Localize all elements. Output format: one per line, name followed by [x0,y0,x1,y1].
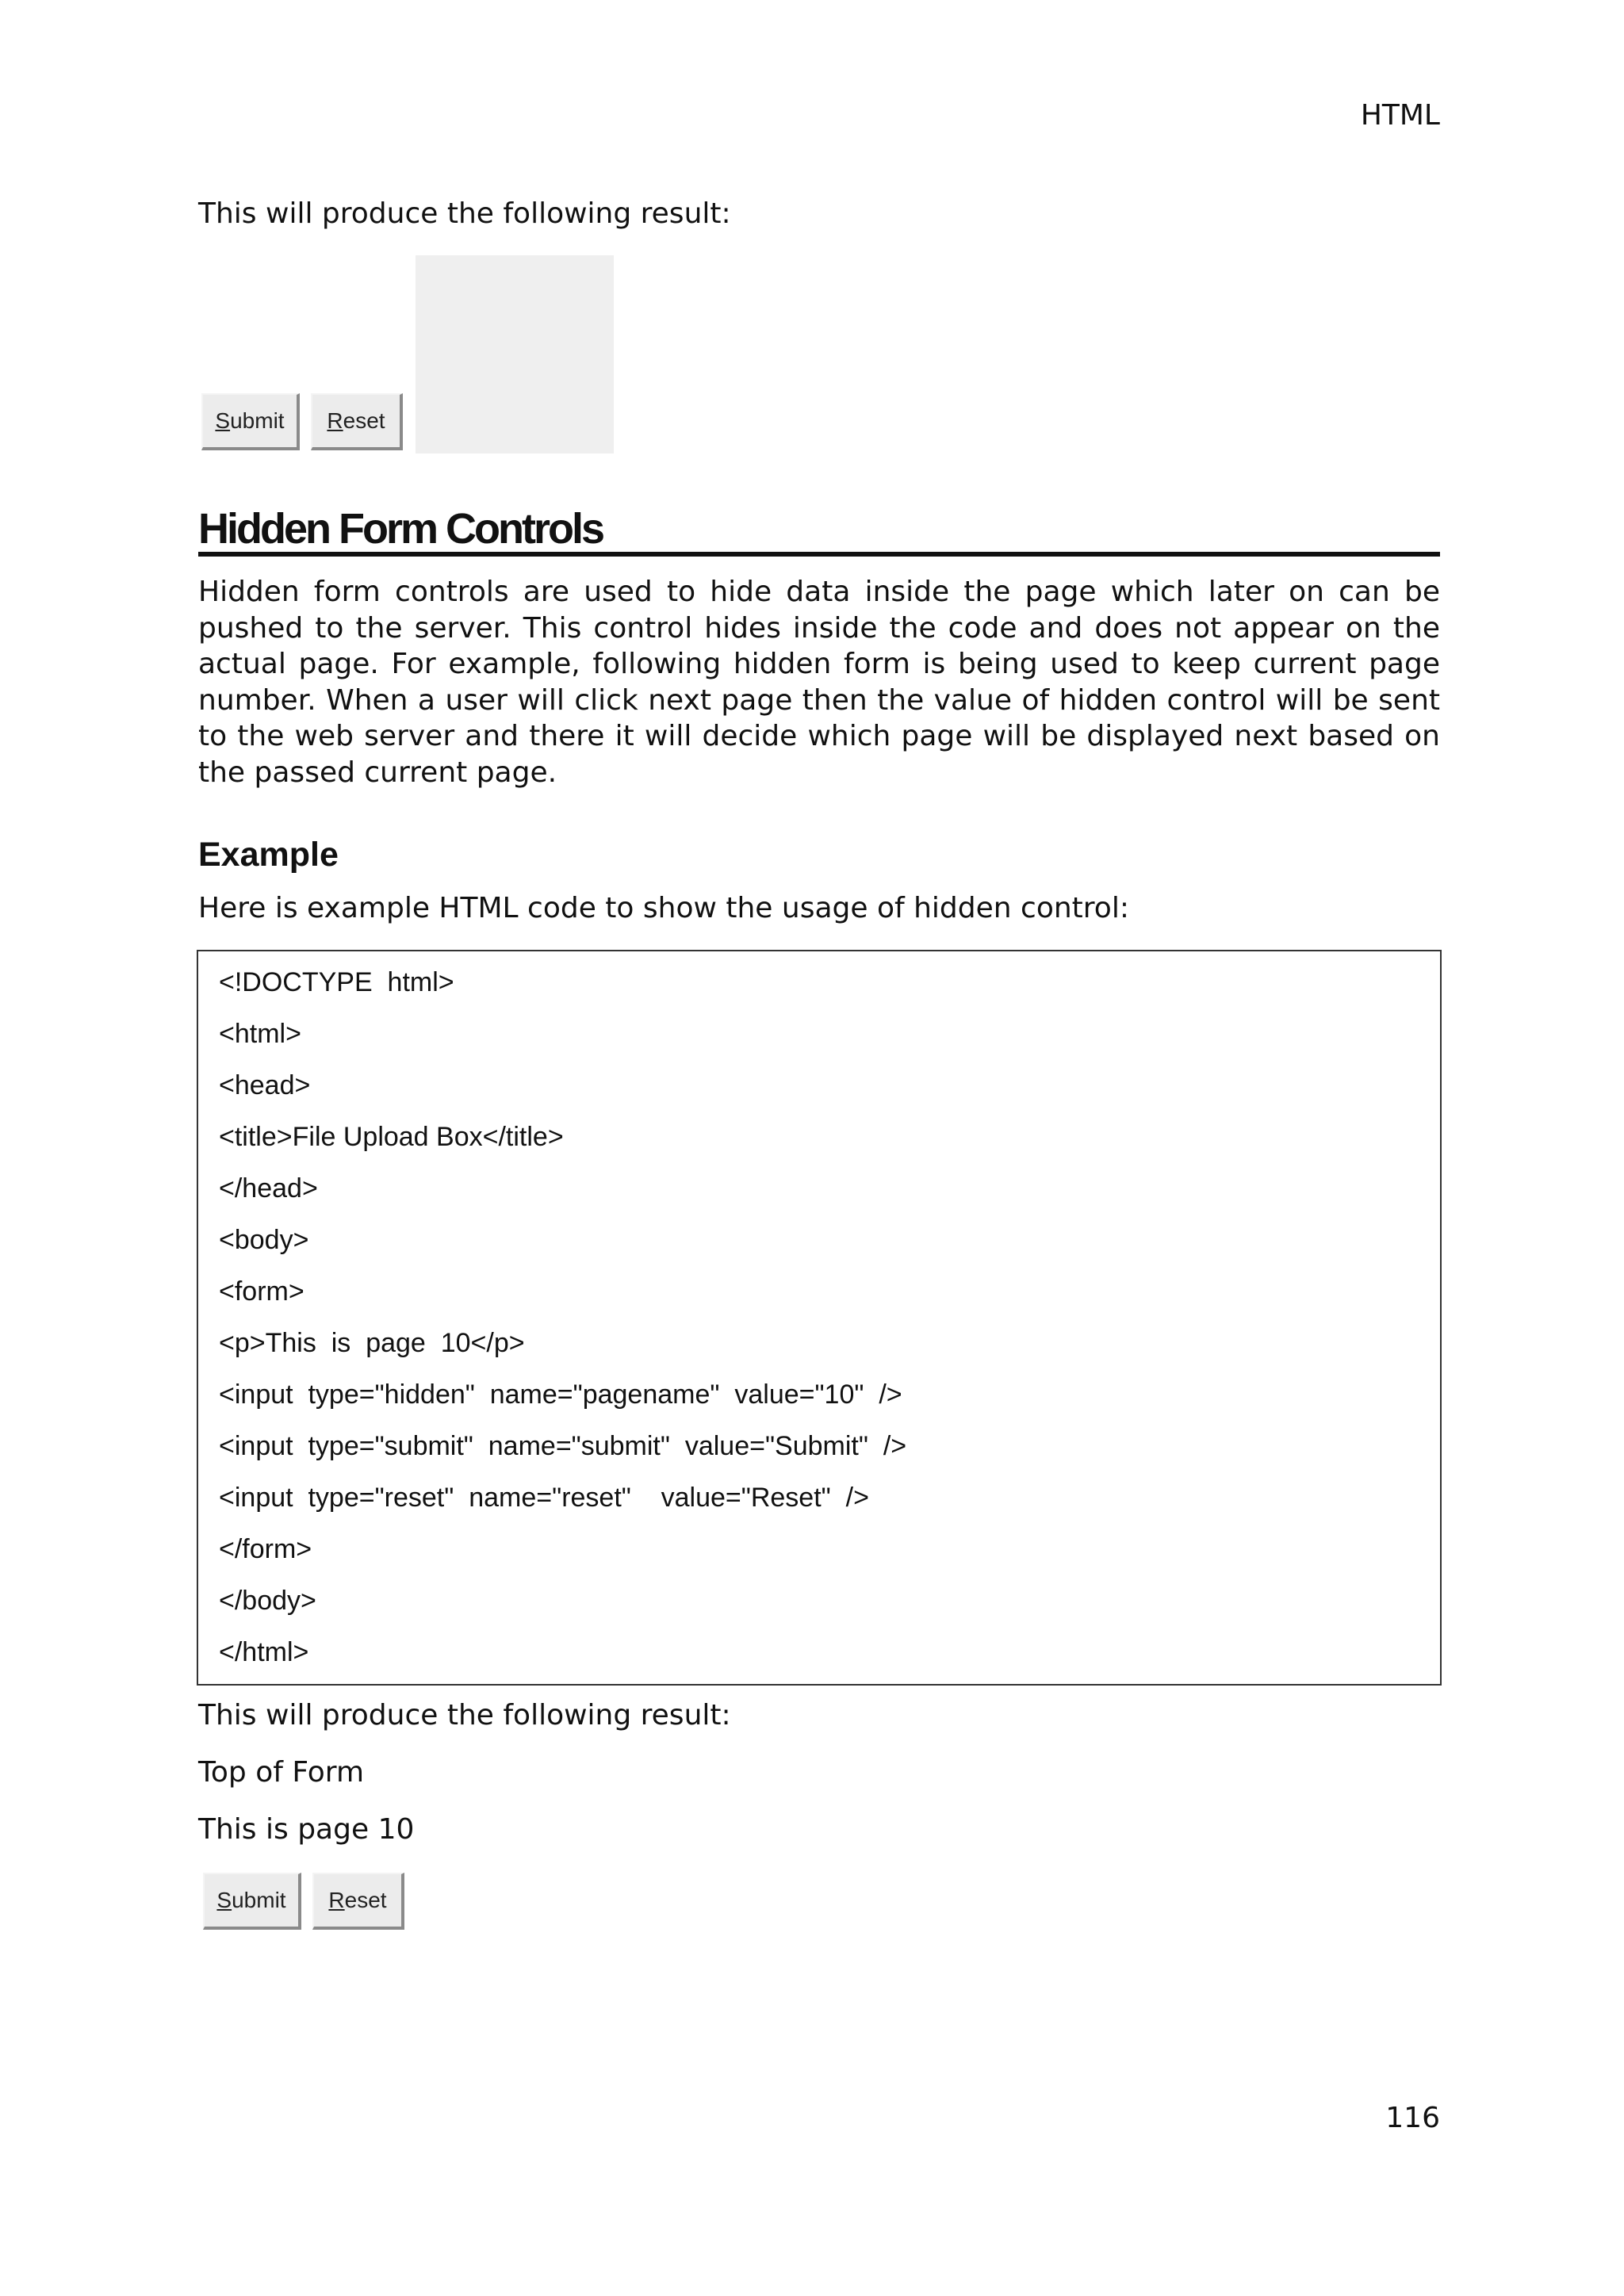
submit-button-2[interactable] [203,1873,301,1930]
code-line: <form> [219,1276,304,1307]
code-block [197,950,1442,1686]
code-line: <input type="reset" name="reset" value="Reset" /> [219,1483,869,1513]
submit-button-label: ubmit [230,408,285,433]
code-line: <html> [219,1019,301,1049]
reset-button-2[interactable] [312,1873,404,1930]
reset-button-2-label: eset [344,1888,387,1912]
section-heading-text: Hidden Form Controls [198,505,603,553]
code-line: </body> [219,1586,316,1616]
code-line: </html> [219,1637,309,1667]
running-header: HTML [1360,99,1440,132]
code-line: <body> [219,1225,309,1255]
example-intro: Here is example HTML code to show the usage of hidden control: [198,892,1129,924]
code-line: </head> [219,1173,318,1203]
result-intro-1: This will produce the following result: [198,197,731,230]
code-line: <p>This is page 10</p> [219,1328,525,1358]
code-line: <title>File Upload Box</title> [219,1122,564,1152]
empty-output-area [416,255,614,453]
result-intro-2: This will produce the following result: [198,1699,731,1732]
reset-button-label: eset [343,408,385,433]
code-line: <head> [219,1070,311,1100]
page-number: 116 [1385,2102,1440,2134]
section-paragraph: Hidden form controls are used to hide data inside the page which later on can be pushed to the server. This control hides inside the code and does not appear on the actual page. For example, following hidden form is being used to keep current page number. When a user will click next page then the value of hidden control will be sent to the web server and there it will decide which page will be displayed next based on the passed current page. [198,576,1440,789]
submit-button[interactable] [201,393,300,450]
submit-button-label-accel: S [215,408,231,433]
submit-button-2-label-accel: S [216,1888,232,1912]
document-page [198,0,1440,2296]
submit-button-2-label: ubmit [232,1888,286,1912]
code-line: <!DOCTYPE html> [219,967,454,997]
example-heading: Example [198,836,339,874]
reset-button-2-label-accel: R [328,1888,345,1912]
reset-button-label-accel: R [327,408,343,433]
code-line: <input type="submit" name="submit" value="Submit" /> [219,1431,907,1461]
page-number-sample-text: This is page 10 [198,1813,415,1846]
reset-button[interactable] [311,393,403,450]
top-of-form-text: Top of Form [198,1756,365,1789]
section-heading [198,504,1440,557]
code-line: <input type="hidden" name="pagename" value="10" /> [219,1380,902,1410]
code-line: </form> [219,1534,312,1564]
